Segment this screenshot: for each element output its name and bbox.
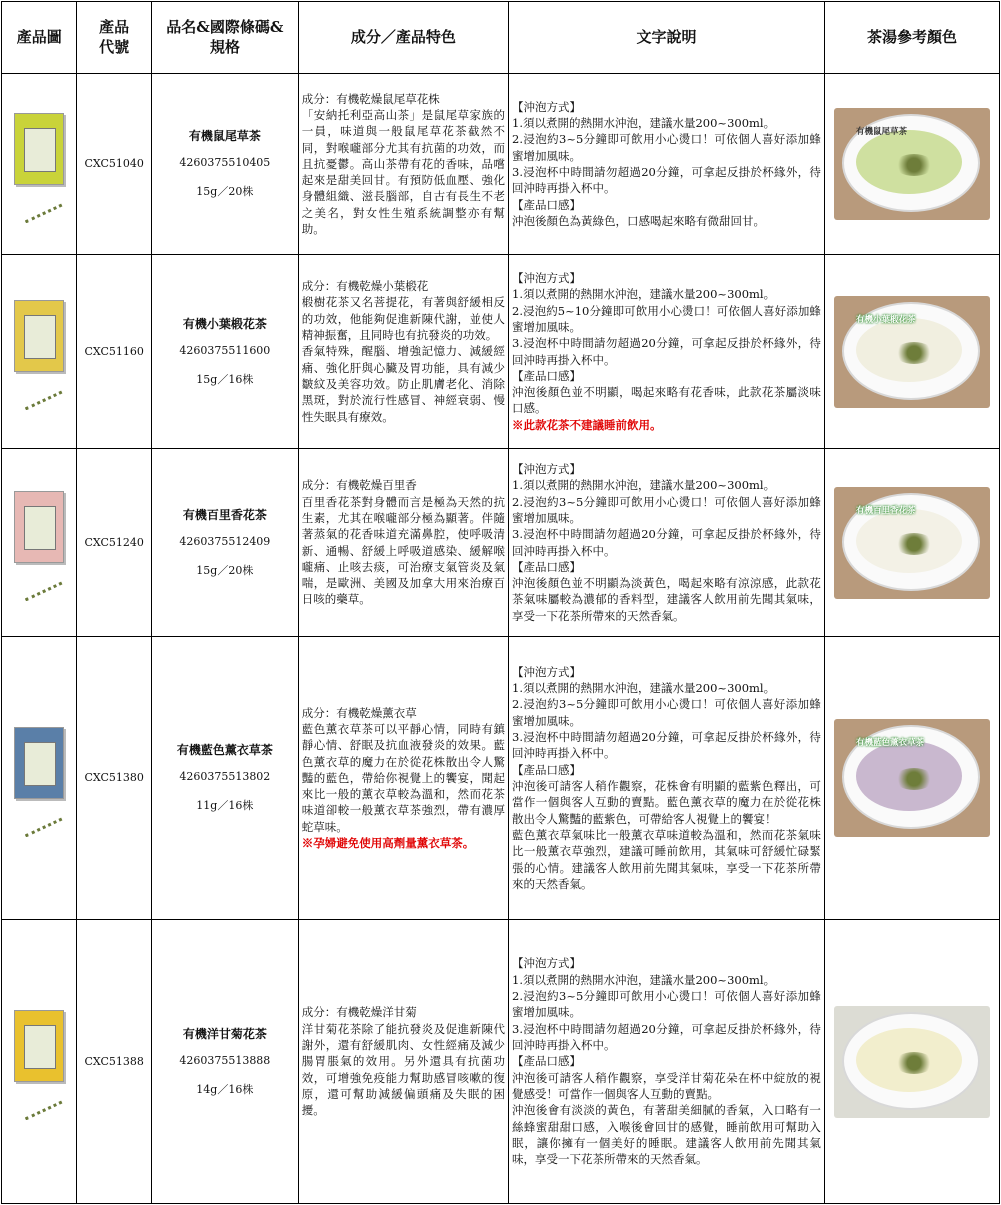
product-name: 有機洋甘菊花茶: [182, 1026, 267, 1041]
product-code: CXC51380: [77, 637, 151, 920]
cup-label: 有機百里香花茶: [855, 505, 916, 516]
product-feature-cell: [298, 74, 508, 255]
header-row: [2, 2, 1000, 74]
product-box-image: [14, 1010, 64, 1082]
desc-line: 【產品口感】: [512, 559, 582, 574]
product-barcode: 4260375510405: [179, 156, 271, 170]
herb-sprig-image: [16, 371, 63, 411]
product-image-cell: [2, 449, 77, 637]
desc-line: 1.須以煮開的熱開水沖泡，建議水量200~300ml。: [512, 287, 776, 302]
herb-sprig-image: [16, 797, 63, 837]
herb-in-cup: [894, 768, 934, 790]
feature-paragraph: 洋甘菊花茶除了能抗發炎及促進新陳代謝外，還有舒緩肌肉、女性經痛及減少腸胃脹氣的效用。另外還具有抗菌功效，可增強免疫能力幫助感冒咳嗽的復原，還可幫助減緩偏頭痛及失眠的困擾。: [301, 1021, 506, 1118]
box-window: [24, 315, 56, 359]
desc-line: 【產品口感】: [512, 368, 582, 383]
product-desc-cell: [509, 920, 825, 1204]
desc-line: 【沖泡方式】: [512, 664, 582, 679]
desc-line: 沖泡後顏色並不明顯，喝起來略有花香味，此款花茶屬淡味口感。: [512, 385, 821, 416]
feature-paragraph: 成分：有機乾燥小葉椴花: [301, 279, 429, 294]
header-feature: 成分／產品特色: [298, 2, 508, 74]
feature-paragraph: 成分：有機乾燥百里香: [301, 478, 417, 493]
product-image-cell: [2, 920, 77, 1204]
tea-color-cell: [824, 74, 999, 255]
desc-line: 【沖泡方式】: [512, 956, 582, 971]
header-image: 產品圖: [2, 2, 77, 74]
header-desc: 文字說明: [509, 2, 825, 74]
product-feature-cell: [298, 637, 508, 920]
herb-sprig-image: [16, 1081, 63, 1121]
herb-in-cup: [894, 1052, 934, 1074]
product-feature-cell: [298, 449, 508, 637]
desc-line: 【沖泡方式】: [512, 99, 582, 114]
product-code: CXC51240: [77, 449, 151, 637]
desc-line: 1.須以煮開的熱開水沖泡，建議水量200~300ml。: [512, 116, 776, 131]
tea-cup-photo: [834, 108, 990, 220]
product-box-image: [14, 491, 64, 563]
product-table: [1, 1, 1000, 1204]
table-row: [2, 637, 1000, 920]
table-row: [2, 449, 1000, 637]
herb-in-cup: [894, 342, 934, 364]
feature-warning: ※孕婦避免使用高劑量薰衣草茶。: [301, 836, 475, 851]
product-name-cell: [151, 74, 298, 255]
desc-line: 【產品口感】: [512, 762, 582, 777]
product-code: CXC51388: [77, 920, 151, 1204]
feature-paragraph: 成分：有機乾燥薰衣草: [301, 705, 417, 720]
tea-cup-photo: [834, 1006, 990, 1118]
desc-line: 沖泡後會有淡淡的黃色，有著甜美細膩的香氣，入口略有一絲蜂蜜甜甜口感，入喉後會回甘的感覺，睡前飲用可幫助入眠，讓你擁有一個美好的睡眠。建議客人飲用前先聞其氣味，享受一下花茶所帶來的天然香氣。: [512, 1103, 821, 1167]
desc-line: 1.須以煮開的熱開水沖泡，建議水量200~300ml。: [512, 681, 776, 696]
product-barcode: 4260375513802: [179, 770, 271, 784]
tea-cup-photo: [834, 487, 990, 599]
product-desc-cell: [509, 449, 825, 637]
tea-color-cell: [824, 255, 999, 449]
desc-line: 【產品口感】: [512, 197, 582, 212]
desc-line: 沖泡後顏色並不明顯為淡黃色，喝起來略有涼涼感，此款花茶氣味屬較為濃郁的香料型，建議客人飲用前先聞其氣味，享受一下花茶所帶來的天然香氣。: [512, 576, 821, 623]
tea-cup-photo: [834, 719, 990, 837]
herb-in-cup: [894, 533, 934, 555]
herb-sprig-image: [16, 183, 63, 223]
product-desc-cell: [509, 74, 825, 255]
product-image-cell: [2, 255, 77, 449]
desc-line: 【產品口感】: [512, 1054, 582, 1069]
desc-line: 2.浸泡約3~5分鐘即可飲用小心燙口！可依個人喜好添加蜂蜜增加風味。: [512, 989, 821, 1020]
cup-label: 有機小葉椴花茶: [855, 314, 916, 325]
desc-line: 3.浸泡杯中時間請勿超過20分鐘，可拿起反掛於杯緣外，待回沖時再掛入杯中。: [512, 165, 821, 196]
desc-line: 藍色薰衣草氣味比一般薰衣草味道較為溫和，然而花茶氣味比一般薰衣草強烈，建議可睡前飲用，其氣味可舒緩忙碌緊張的心情。建議客人飲用前先聞其氣味，享受一下花茶所帶來的天然香氣。: [512, 827, 821, 891]
desc-line: 2.浸泡約3~5分鐘即可飲用小心燙口！可依個人喜好添加蜂蜜增加風味。: [512, 494, 821, 525]
product-spec: 11g／16株: [196, 799, 254, 813]
desc-line: 1.須以煮開的熱開水沖泡，建議水量200~300ml。: [512, 478, 776, 493]
desc-line: 3.浸泡杯中時間請勿超過20分鐘，可拿起反掛於杯緣外，待回沖時再掛入杯中。: [512, 336, 821, 367]
header-code: 產品 代號: [77, 2, 151, 74]
table-row: [2, 74, 1000, 255]
cup-label: 有機藍色薰衣草茶: [855, 738, 924, 748]
product-desc-cell: [509, 255, 825, 449]
product-desc-cell: [509, 637, 825, 920]
desc-warning: ※此款花茶不建議睡前飲用。: [512, 417, 662, 432]
feature-paragraph: 香氣特殊，醒腦、增強記憶力、減緩經痛、強化肝與心臟及胃功能，具有減少皺紋及美容功效。防止肌膚老化、消除黑斑，對於流行性感冒、神經衰弱、慢性失眠具有療效。: [301, 344, 506, 424]
feature-paragraph: 藍色薰衣草茶可以平靜心情，同時有鎮靜心情、舒眠及抗血液發炎的效果。藍色薰衣草的魔力在於從花株散出令人驚豔的藍色，帶給你視覺上的饗宴，聞起來比一般的薰衣草較為溫和，然而花茶味道卻較一般薰衣草茶強烈，帶有濃厚蛇草味。: [301, 721, 506, 834]
feature-paragraph: 成分：有機乾燥鼠尾草花株: [301, 91, 440, 106]
product-name: 有機藍色薰衣草茶: [176, 743, 273, 758]
table-row: [2, 920, 1000, 1204]
product-code: CXC51040: [77, 74, 151, 255]
product-feature-cell: [298, 255, 508, 449]
desc-line: 2.浸泡約5~10分鐘即可飲用小心燙口！可依個人喜好添加蜂蜜增加風味。: [512, 303, 821, 334]
herb-in-cup: [894, 154, 934, 176]
desc-line: 3.浸泡杯中時間請勿超過20分鐘，可拿起反掛於杯緣外，待回沖時再掛入杯中。: [512, 1021, 821, 1052]
desc-line: 沖泡後可請客人稍作觀察，享受洋甘菊花朵在杯中綻放的視覺感受！可當作一個與客人互動的賣點。: [512, 1070, 821, 1101]
product-barcode: 4260375513888: [179, 1053, 271, 1067]
header-name: 品名&國際條碼& 規格: [151, 2, 298, 74]
desc-line: 【沖泡方式】: [512, 461, 582, 476]
product-spec: 15g／20株: [196, 185, 254, 199]
product-code: CXC51160: [77, 255, 151, 449]
tea-cup-photo: [834, 296, 990, 408]
product-box-image: [14, 113, 64, 185]
tea-color-cell: [824, 920, 999, 1204]
desc-line: 1.須以煮開的熱開水沖泡，建議水量200~300ml。: [512, 972, 776, 987]
desc-line: 2.浸泡約3~5分鐘即可飲用小心燙口！可依個人喜好添加蜂蜜增加風味。: [512, 132, 821, 163]
feature-paragraph: 成分：有機乾燥洋甘菊: [301, 1005, 417, 1020]
product-name: 有機百里香花茶: [182, 507, 267, 522]
product-name-cell: [151, 637, 298, 920]
tea-color-cell: [824, 449, 999, 637]
desc-line: 3.浸泡杯中時間請勿超過20分鐘，可拿起反掛於杯緣外，待回沖時再掛入杯中。: [512, 527, 821, 558]
header-color: 茶湯參考顏色: [824, 2, 999, 74]
desc-line: 沖泡後顏色為黃綠色，口感喝起來略有微甜回甘。: [512, 213, 766, 228]
feature-paragraph: 「安納托利亞高山茶」是鼠尾草家族的一員，味道與一般鼠尾草花茶截然不同，對喉嚨部分尤其有抗菌的功效，而且抗憂鬱。高山茶帶有花的香味，品嚐起來是甜美回甘。有預防低血壓、強化身體組織、滋長腦部，自古有長生不老之美名，對女性生殖系統調整亦有幫助。: [301, 107, 506, 237]
table-row: [2, 255, 1000, 449]
box-window: [24, 128, 56, 172]
box-window: [24, 506, 56, 550]
desc-line: 【沖泡方式】: [512, 270, 582, 285]
product-image-cell: [2, 637, 77, 920]
product-spec: 14g／16株: [196, 1082, 254, 1096]
product-spec: 15g／20株: [196, 563, 254, 577]
product-name: 有機小葉椴花茶: [182, 316, 267, 331]
product-barcode: 4260375511600: [179, 343, 271, 357]
tea-color-cell: [824, 637, 999, 920]
product-image-cell: [2, 74, 77, 255]
product-barcode: 4260375512409: [179, 534, 271, 548]
desc-line: 3.浸泡杯中時間請勿超過20分鐘，可拿起反掛於杯緣外，待回沖時再掛入杯中。: [512, 730, 821, 761]
box-window: [24, 1025, 56, 1069]
box-window: [24, 742, 56, 786]
herb-sprig-image: [16, 562, 63, 602]
feature-paragraph: 椴樹花茶又名菩提花，有著與舒緩相反的功效，他能夠促進新陳代謝，並使人精神振奮，且同時也有抗發炎的功效。: [301, 295, 506, 342]
product-name: 有機鼠尾草茶: [188, 129, 261, 144]
desc-line: 沖泡後可請客人稍作觀察，花株會有明顯的藍紫色釋出，可當作一個與客人互動的賣點。藍色薰衣草的魔力在於從花株散出令人驚豔的藍紫色，可帶給客人視覺上的饗宴！: [512, 779, 821, 826]
product-box-image: [14, 727, 64, 799]
product-spec: 15g／16株: [196, 372, 254, 386]
desc-line: 2.浸泡約3~5分鐘即可飲用小心燙口！可依個人喜好添加蜂蜜增加風味。: [512, 697, 821, 728]
feature-paragraph: 百里香花茶對身體而言是極為天然的抗生素，尤其在喉嚨部分極為顯著。伴隨著蒸氣的花香味道充滿鼻腔，使呼吸清新、通暢、舒緩上呼吸道感染、緩解喉嚨痛、止咳去痰，可治療支氣管炎及氣喘，是歐洲、美國及加拿大用來治療百日咳的藥草。: [301, 494, 506, 607]
product-feature-cell: [298, 920, 508, 1204]
product-name-cell: [151, 255, 298, 449]
product-box-image: [14, 300, 64, 372]
product-name-cell: [151, 920, 298, 1204]
cup-label: 有機鼠尾草茶: [855, 127, 907, 137]
product-name-cell: [151, 449, 298, 637]
